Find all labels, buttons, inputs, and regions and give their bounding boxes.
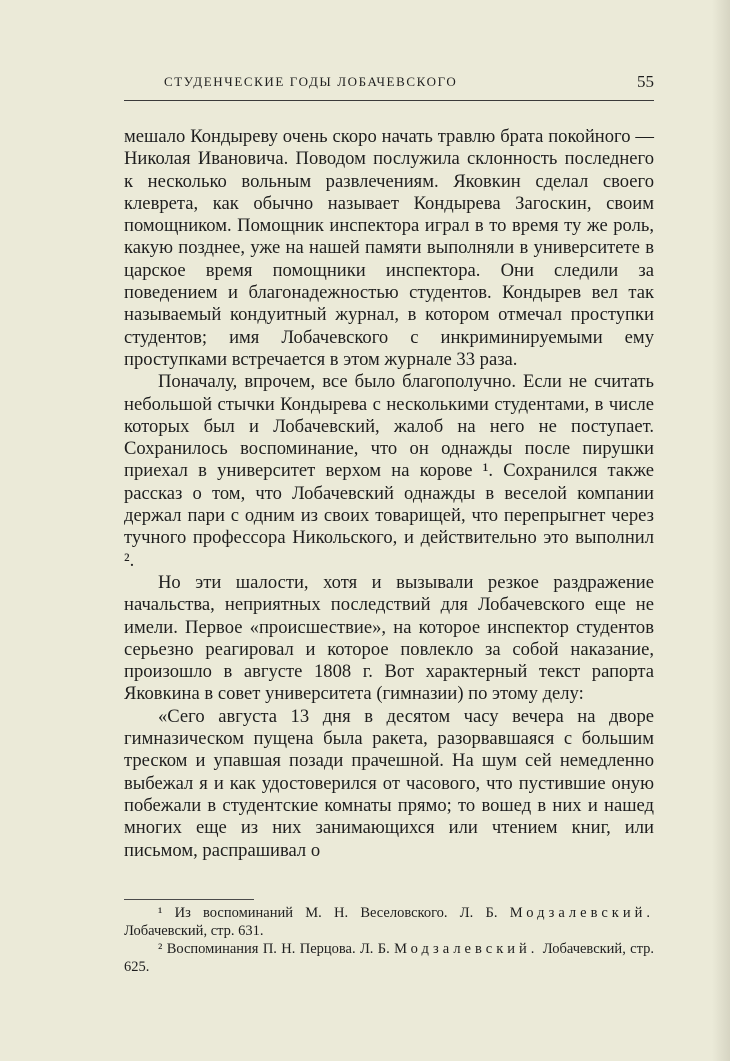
running-title: СТУДЕНЧЕСКИЕ ГОДЫ ЛОБАЧЕВСКОГО: [164, 74, 458, 89]
footnote-2-author: Модзалевский.: [394, 941, 539, 957]
footnote-2: [124, 940, 654, 976]
paragraph: Поначалу, впрочем, все было благополучно. Если не считать небольшой стычки Кондырева с несколькими студентами, в числе которых был и Лобачевский, жалоб на него не поступает. Сохранилось воспоминание, что он однажды после пирушки приехал в университет верхом на корове ¹. Сохранился также рассказ о том, что Лобачевский однажды в веселой компании держал пари с одним из своих товарищей, что перепрыгнет через тучного профессора Никольского, и действительно это выполнил ².: [124, 371, 654, 571]
footnote-2-source: Лобачевский, стр. 625.: [124, 941, 655, 975]
footnote-2-text: ² Воспоминания П. Н. Перцова. Л. Б.: [158, 941, 390, 957]
paragraph: «Сего августа 13 дня в десятом часу вечера на дворе гимназическом пущена была ракета, разорвавшаяся с большим треском и упавшая позади прачешной. На шум сей немедленно выбежал я и как удостоверился от часового, что пустившие оную побежали в студентские комнаты прямо; то вошед в них и нашед многих еще из них занимающихся или чтением книг, или письмом, распрашивал о: [124, 705, 654, 861]
page-header: [124, 74, 654, 96]
footnote-1-source: Лобачевский, стр. 631.: [124, 923, 264, 939]
paragraph: Но эти шалости, хотя и вызывали резкое раздражение начальства, неприятных последствий для Лобачевского еще не имели. Первое «происшествие», на которое инспектор студентов серьезно реагировал и которое повлекло за собой наказание, произошло в августе 1808 г. Вот характерный текст рапорта Яковкина в совет университета (гимназии) по этому делу:: [124, 571, 654, 705]
page-edge-shadow: [712, 0, 730, 1061]
footnote-1-author: Модзалевский.: [509, 905, 654, 921]
footnote-rule: [124, 899, 254, 900]
page-number: 55: [637, 72, 654, 91]
footnotes: [124, 904, 654, 976]
paragraph: мешало Кондыреву очень скоро начать травлю брата покойного — Николая Ивановича. Поводом послужила склонность последнего к несколько вольным развлечениям. Яковкин сделал своего клеврета, как обычно называет Кондырева Загоскин, своим помощником. Помощник инспектора играл в то время ту же роль, какую позднее, уже на нашей памяти выполняли в университете в царское время помощники инспектора. Они следили за поведением и благонадежностью студентов. Кондырев вел так называемый кондуитный журнал, в котором отмечал проступки студентов; имя Лобачевского с инкриминируемыми ему проступками встречается в этом журнале 33 раза.: [124, 126, 654, 370]
main-text: [124, 126, 654, 862]
footnote-1-text: ¹ Из воспоминаний М. Н. Веселовского. Л. Б.: [158, 905, 498, 921]
footnote-1: [124, 904, 654, 940]
header-rule: [124, 100, 654, 101]
